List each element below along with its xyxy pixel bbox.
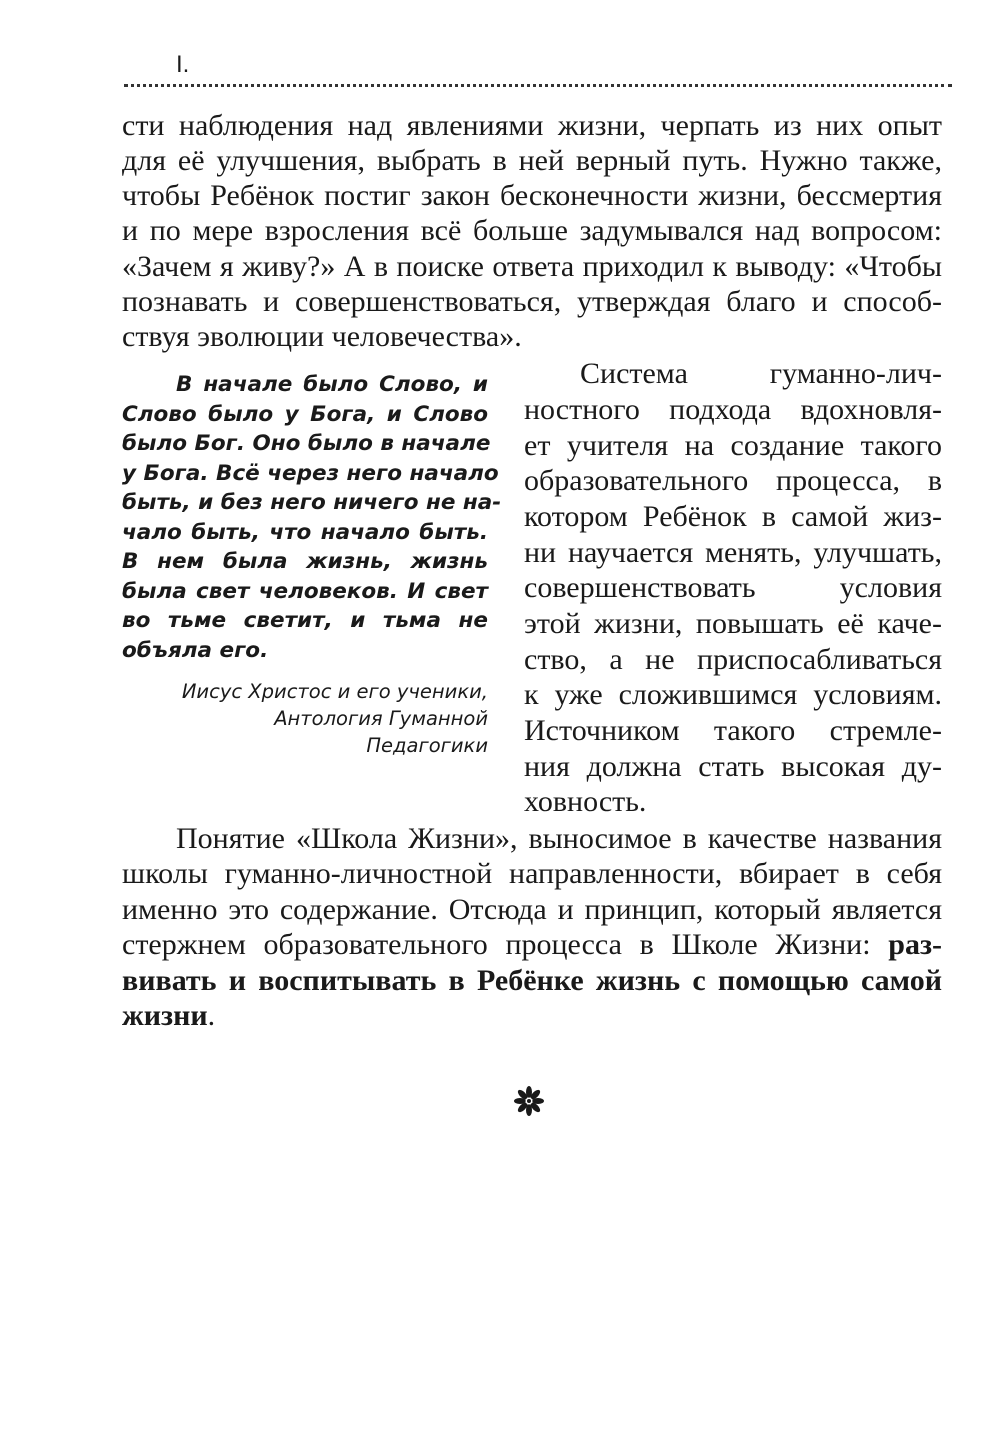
quote-line: быть, и без него ничего не на-: [122, 490, 502, 515]
quote-line: объяла его.: [122, 638, 269, 663]
quote-line: Слово было у Бога, и Слово: [122, 402, 488, 427]
column-line: этой жизни, повышать её каче-: [524, 607, 942, 640]
column-line: образовательного процесса, в: [524, 464, 942, 497]
body-line: сти наблюдения над явлениями жизни, черпать из них опыт: [122, 109, 942, 142]
floral-ornament-icon: [512, 1084, 546, 1118]
body-line: именно это содержание. Отсюда и принцип, который является: [122, 893, 942, 926]
column-line: Источником такого стремле-: [524, 714, 942, 747]
column-line: к уже сложившимся условиям.: [524, 678, 942, 711]
body-line: «Зачем я живу?» А в поиске ответа приходил к выводу: «Чтобы: [122, 250, 942, 283]
body-text: .: [207, 999, 216, 1032]
quote-line: В нем была жизнь, жизнь: [122, 549, 488, 574]
quote-line: чало быть, что начало быть.: [122, 520, 488, 545]
body-line: [122, 998, 942, 1034]
column-line: котором Ребёнок в самой жиз-: [524, 500, 942, 533]
column-line: ни научается менять, улучшать,: [524, 536, 942, 569]
attribution-line: Антология Гуманной: [274, 707, 488, 730]
attribution-line: Иисус Христос и его ученики,: [181, 680, 488, 703]
body-line: чтобы Ребёнок постиг закон бесконечности жизни, бессмертия: [122, 179, 942, 212]
body-line: [122, 927, 942, 963]
column-line: ет учителя на создание такого: [524, 429, 942, 462]
bold-text: раз-: [888, 928, 942, 961]
header-dotted-rule: [124, 84, 952, 87]
body-line: для её улучшения, выбрать в ней верный путь. Нужно также,: [122, 144, 942, 177]
bold-text: жизни: [122, 999, 208, 1032]
quote-line: В начале было Слово, и: [176, 372, 488, 397]
column-line: ностного подхода вдохновля-: [524, 393, 942, 426]
body-line: ствуя эволюции человечества».: [122, 320, 522, 353]
bold-text: вивать и воспитывать в Ребёнке жизнь с помощью самой: [122, 964, 942, 997]
body-text: стержнем образовательного процесса в Школе Жизни:: [122, 928, 889, 961]
header-mark: I.: [176, 51, 190, 78]
column-line: ство, а не приспосабливаться: [524, 643, 942, 676]
column-line: совершенствовать условия: [524, 571, 942, 604]
body-line: и по мере взросления всё больше задумывался над вопросом:: [122, 214, 942, 247]
body-line: познавать и совершенствоваться, утверждая благо и способ-: [122, 285, 942, 318]
column-line: ховность.: [524, 785, 647, 818]
quote-line: была свет человеков. И свет: [122, 579, 488, 604]
quote-line: у Бога. Всё через него начало: [122, 461, 499, 486]
column-line: ния должна стать высокая ду-: [524, 750, 942, 783]
quote-line: во тьме светит, и тьма не: [122, 608, 488, 633]
attribution-line: Педагогики: [366, 734, 488, 757]
body-line: школы гуманно-личностной направленности, вбирает в себя: [122, 857, 942, 890]
quote-line: было Бог. Оно было в начале: [122, 431, 491, 456]
body-line: Понятие «Школа Жизни», выносимое в качестве названия: [176, 822, 942, 855]
body-line: [122, 963, 942, 999]
column-line: Система гуманно-лич-: [580, 357, 942, 390]
